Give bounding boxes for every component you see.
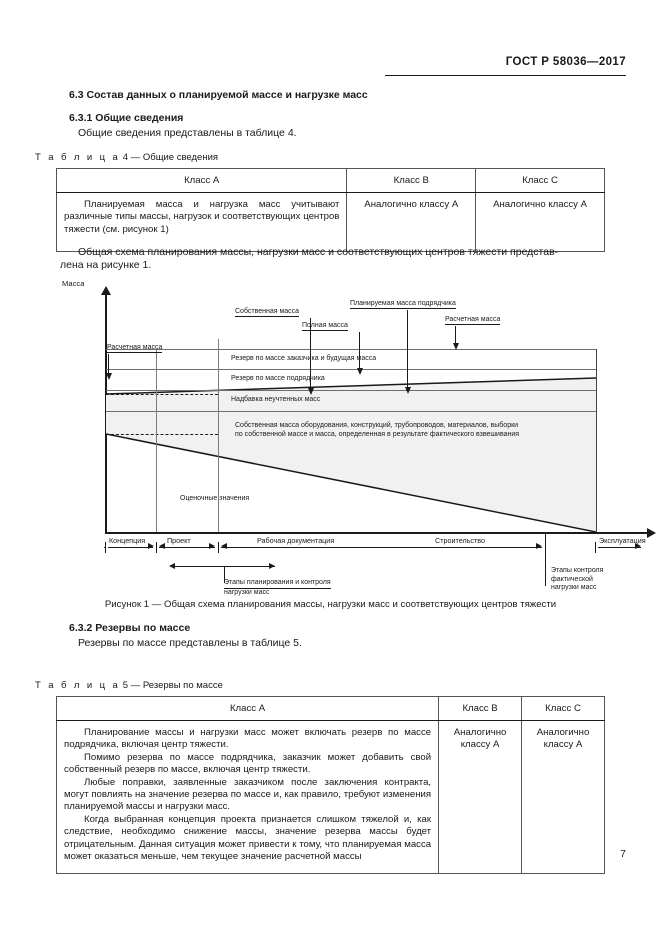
heading-6-3-2: 6.3.2 Резервы по массе	[69, 622, 191, 634]
phase-tick-4	[595, 542, 596, 553]
figure-estimate-label: Оценочные значения	[180, 495, 250, 502]
paragraph-figure-intro-l1: Общая схема планирования массы, нагрузки масс и соответствующих центров тяжести представ-	[78, 246, 559, 258]
table4-header-class-a: Класс А	[57, 169, 347, 193]
table5-cell-class-a-p2: Помимо резерва по массе подрядчика, заказчик может добавить свой собственный резерв по массе, включая центр тяжести.	[64, 751, 432, 776]
table4-cell-class-b: Аналогично классу А	[347, 193, 476, 252]
phase-label-operation: Эксплуатация	[599, 536, 646, 545]
table4-caption-number: 4	[122, 152, 129, 163]
phase-seg-concept	[108, 547, 153, 548]
phase-label-construction: Строительство	[435, 536, 486, 545]
note-actual-control-l3: нагрузки масс	[551, 584, 597, 592]
figure-phase-axis	[105, 538, 648, 554]
callout-full-mass-text: Полная масса	[302, 322, 348, 329]
phase-seg-project	[159, 547, 215, 548]
table4-caption-label: Т а б л и ц а	[35, 152, 121, 163]
table5-cell-class-a-p1: Планирование массы и нагрузки масс может включать резерв по массе подрядчика, включая центр тяжести.	[64, 727, 432, 751]
callout-planned-contractor-mass-text: Планируемая масса подрядчика	[350, 300, 456, 307]
table5-header-row	[57, 697, 605, 721]
table5-header-class-b: Класс В	[439, 697, 522, 721]
callout-calc-mass-right-leader	[455, 326, 456, 344]
callout-calc-mass-left-text: Расчетная масса	[107, 344, 163, 351]
band-customer-reserve	[106, 349, 596, 370]
band-label-customer-reserve: Резерв по массе заказчика и будущая масса	[231, 355, 377, 362]
table4-cell-class-c: Аналогично классу А	[476, 193, 605, 252]
phase-label-working-docs: Рабочая документация	[257, 536, 335, 545]
table5-cell-class-a-p4: Когда выбранная концепция проекта признается слишком тяжелой и, как следствие, необходимо снижение массы, значение резерва массы будет отрицательным. Данная ситуация может привести к тому, что планируемая масса может оказаться меньше, чем текущее значение расчетной массы	[64, 813, 432, 863]
paragraph-figure-intro	[60, 246, 630, 272]
phase-label-project: Проект	[167, 536, 191, 545]
table4-caption	[35, 152, 218, 163]
table5-cell-class-a-p3: Любые поправки, заявленные заказчиком после заключения контракта, могут повлиять на значение резерва по массе и, как правило, требуют изменения планируемой массы и нагрузки масс.	[64, 776, 432, 813]
callout-own-mass-text: Собственная масса	[235, 308, 300, 315]
table4-header-class-c: Класс С	[476, 169, 605, 193]
note-planning-stages-l1: Этапы планирования и контроля	[224, 579, 331, 589]
heading-6-3: 6.3 Состав данных о планируемой массе и нагрузке масс	[69, 89, 368, 101]
callout-calc-mass-left-leader	[108, 354, 109, 374]
table5-caption	[35, 680, 223, 691]
phase-tick-1	[156, 542, 157, 553]
table5-cell-class-b: Аналогично классу А	[439, 721, 522, 874]
phase-seg-spacer	[104, 547, 105, 548]
heading-6-3-1: 6.3.1 Общие сведения	[69, 112, 184, 124]
phase-arrow-docs-right	[536, 543, 542, 549]
band-label-contractor-reserve: Резерв по массе подрядчика	[231, 375, 325, 382]
table5-header-class-c: Класс С	[522, 697, 605, 721]
table5-cell-class-a	[57, 721, 439, 874]
table5-caption-number: 5	[122, 680, 129, 691]
note-planning-stages	[224, 579, 331, 597]
figure-bands	[106, 349, 596, 532]
callout-calc-mass-right-text: Расчетная масса	[445, 316, 501, 323]
callout-calc-mass-left	[107, 344, 162, 353]
figure-1	[55, 279, 646, 596]
table-4	[56, 168, 605, 252]
bracket-planning-arrow-right	[269, 563, 275, 569]
table4-header-row	[57, 169, 605, 193]
callout-full-mass-leader	[359, 332, 360, 369]
callout-own-mass	[235, 308, 299, 317]
paragraph-6-3-2: Резервы по массе представлены в таблице 5.	[78, 637, 302, 649]
figure-body-text-l1: Собственная масса оборудования, конструкций, трубопроводов, материалов, выборки	[235, 422, 519, 429]
note-planning-stages-l2: нагрузки масс	[224, 588, 270, 596]
band-label-unaccounted-allowance: Надбавка неучтенных масс	[231, 396, 321, 403]
phase-arrow-project-left	[159, 543, 165, 549]
header-rule	[385, 75, 626, 76]
document-header: ГОСТ Р 58036—2017	[505, 56, 626, 68]
table5-cell-class-c: Аналогично классу А	[522, 721, 605, 874]
table4-cell-class-a-text: Планируемая масса и нагрузка масс учитывают различные типы массы, нагрузок и соответствующих центров тяжести (см. рисунок 1)	[64, 199, 340, 235]
callout-full-mass	[302, 322, 348, 331]
phase-divider-concept	[156, 349, 157, 532]
table5-caption-title: — Резервы по массе	[130, 680, 223, 691]
table4-caption-title: — Общие сведения	[130, 152, 219, 163]
table-5	[56, 696, 605, 874]
phase-tick-2	[218, 542, 219, 553]
figure-1-caption: Рисунок 1 — Общая схема планирования массы, нагрузки масс и соответствующих центров тяжести	[104, 599, 557, 610]
phase-seg-construction	[222, 547, 542, 548]
phase-arrow-concept-right	[148, 543, 154, 549]
callout-planned-contractor-mass	[350, 300, 456, 309]
note-actual-control	[551, 567, 603, 593]
table4-header-class-b: Класс В	[347, 169, 476, 193]
band-unaccounted-allowance	[106, 390, 596, 412]
axis-y-label: Масса	[62, 279, 85, 288]
note-actual-control-l2: фактической	[551, 575, 593, 583]
table4-cell-class-a	[57, 193, 347, 252]
table-row	[57, 721, 605, 874]
paragraph-6-3-1: Общие сведения представлены в таблице 4.	[78, 127, 297, 139]
phase-label-concept: Концепция	[109, 536, 146, 545]
table5-header-class-a: Класс А	[57, 697, 439, 721]
callout-planned-contractor-mass-leader	[407, 310, 408, 388]
figure-body-text	[235, 421, 565, 439]
phase-arrow-project-right	[209, 543, 215, 549]
figure-body-text-l2: по собственной массе и масса, определенная в результате фактического взвешивания	[235, 431, 520, 438]
paragraph-figure-intro-l2: лена на рисунке 1.	[60, 259, 152, 271]
band-contractor-reserve	[106, 369, 596, 391]
table5-caption-label: Т а б л и ц а	[35, 680, 121, 691]
table-row	[57, 193, 605, 252]
callout-calc-mass-right	[445, 316, 500, 325]
note-actual-control-l1: Этапы контроля	[551, 567, 604, 574]
bracket-planning-arrow-left	[169, 563, 175, 569]
bracket-actual-control-stem	[545, 534, 546, 586]
bands-right-edge	[596, 349, 597, 532]
phase-arrow-docs-left	[221, 543, 227, 549]
phase-divider-project	[218, 339, 219, 532]
page-number: 7	[620, 848, 626, 860]
phase-tick-0	[105, 542, 106, 553]
